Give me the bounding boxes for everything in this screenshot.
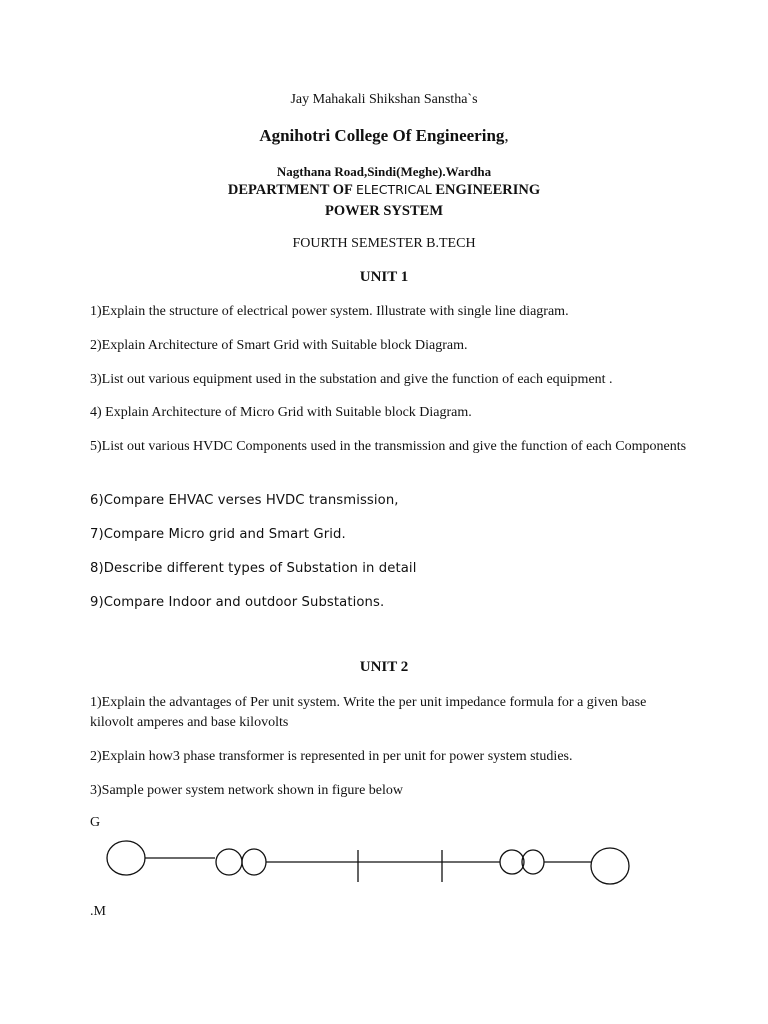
transformer-1-winding-b [242, 849, 266, 875]
college-name-line [0, 126, 768, 146]
unit-2-question-1: 1)Explain the advantages of Per unit system. Write the per unit impedance formula for a given base kilovolt amperes and base kilovolts [90, 695, 647, 730]
generator-label: G [90, 815, 101, 830]
college-address: Nagthana Road,Sindi(Meghe).Wardha [276, 164, 492, 179]
unit-1-question-8: 8)Describe different types of Substation in detail [90, 561, 417, 576]
college-name-comma: , [504, 126, 509, 145]
unit-1-question-2: 2)Explain Architecture of Smart Grid with Suitable block Diagram. [90, 338, 468, 353]
unit-1-heading: UNIT 1 [359, 269, 409, 285]
unit-1-question-3: 3)List out various equipment used in the substation and give the function of each equipment . [90, 372, 613, 387]
transformer-1-winding-a [216, 849, 242, 875]
transformer-2-winding-b [522, 850, 544, 874]
unit-2-question-3: 3)Sample power system network shown in figure below [90, 783, 403, 798]
department-prefix: DEPARTMENT OF [227, 182, 353, 198]
unit-2-heading: UNIT 2 [359, 659, 409, 675]
subject-title: POWER SYSTEM [324, 203, 444, 219]
unit-1-question-7: 7)Compare Micro grid and Smart Grid. [90, 527, 346, 542]
department-title [0, 182, 768, 199]
unit-1-question-6: 6)Compare EHVAC verses HVDC transmission, [90, 493, 399, 508]
department-name: ELECTRICAL [356, 182, 432, 197]
unit-1-question-5: 5)List out various HVDC Components used in the transmission and give the function of each Components [90, 439, 687, 454]
college-name: Agnihotri College Of Engineering [259, 126, 505, 145]
trust-name: Jay Mahakali Shikshan Sanstha`s [290, 92, 478, 107]
motor-label: .M [90, 904, 106, 919]
motor-symbol [591, 848, 629, 884]
transformer-2-winding-a [500, 850, 524, 874]
unit-1-question-9: 9)Compare Indoor and outdoor Substations. [90, 595, 385, 610]
unit-1-question-1: 1)Explain the structure of electrical power system. Illustrate with single line diagram. [90, 304, 569, 319]
department-suffix: ENGINEERING [435, 182, 541, 198]
single-line-diagram [0, 820, 768, 900]
unit-2-question-2: 2)Explain how3 phase transformer is represented in per unit for power system studies. [90, 749, 573, 764]
semester-line: FOURTH SEMESTER B.TECH [292, 236, 476, 251]
generator-symbol [107, 841, 145, 875]
unit-1-question-4: 4) Explain Architecture of Micro Grid with Suitable block Diagram. [90, 405, 472, 420]
